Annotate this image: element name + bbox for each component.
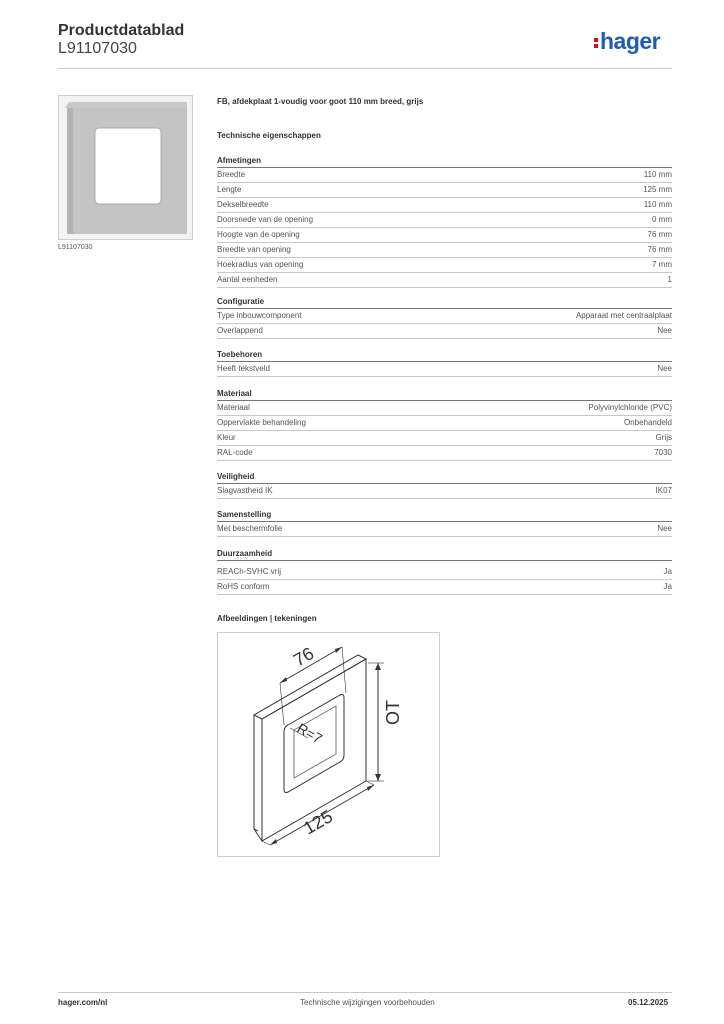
image-caption: L91107030 bbox=[58, 244, 93, 251]
row-label: Dekselbreedte bbox=[217, 200, 269, 209]
table-row bbox=[217, 565, 672, 580]
footer-disclaimer: Technische wijzigingen voorbehouden bbox=[300, 998, 435, 1007]
section-title: Samenstelling bbox=[217, 509, 672, 522]
row-value: Grijs bbox=[655, 433, 672, 442]
table-row bbox=[217, 580, 672, 595]
row-label: Breedte van opening bbox=[217, 245, 291, 254]
row-value: 110 mm bbox=[643, 170, 672, 179]
footer-divider bbox=[58, 992, 672, 993]
table-row bbox=[217, 484, 672, 499]
page-title: Productdatablad bbox=[58, 22, 185, 39]
row-label: Heeft tekstveld bbox=[217, 364, 270, 373]
row-value: Nee bbox=[657, 364, 672, 373]
table-row bbox=[217, 324, 672, 339]
dim-radius-label: R=7 bbox=[294, 719, 326, 747]
row-label: REACh-SVHC vrij bbox=[217, 567, 282, 576]
section-title: Afmetingen bbox=[217, 155, 672, 168]
section-title: Veiligheid bbox=[217, 471, 672, 484]
row-value: 0 mm bbox=[652, 215, 672, 224]
product-image bbox=[58, 95, 193, 240]
row-label: Met beschermfolie bbox=[217, 524, 283, 533]
row-label: Hoekradius van opening bbox=[217, 260, 304, 269]
table-row bbox=[217, 431, 672, 446]
section-title: Duurzaamheid bbox=[217, 548, 672, 561]
section-title: Configuratie bbox=[217, 296, 672, 309]
product-code: L91107030 bbox=[58, 40, 137, 57]
row-value: Ja bbox=[663, 567, 672, 576]
row-value: Onbehandeld bbox=[623, 418, 672, 427]
product-description: FB, afdekplaat 1-voudig voor goot 110 mm breed, grijs bbox=[217, 97, 424, 106]
table-row bbox=[217, 198, 672, 213]
section-material bbox=[217, 388, 672, 461]
table-row bbox=[217, 243, 672, 258]
row-value: Nee bbox=[657, 524, 672, 533]
dim-width-label: 76 bbox=[290, 643, 318, 671]
table-row bbox=[217, 168, 672, 183]
hager-logo: hager bbox=[594, 28, 660, 55]
footer-website-link[interactable]: hager.com/nl bbox=[58, 998, 108, 1007]
footer-date: 05.12.2025 bbox=[628, 998, 669, 1007]
table-row bbox=[217, 362, 672, 377]
cover-plate-illustration bbox=[59, 96, 192, 239]
row-value: Apparaat met centraalplaat bbox=[575, 311, 672, 320]
section-dimensions bbox=[217, 155, 672, 288]
row-label: Breedte bbox=[217, 170, 246, 179]
table-row bbox=[217, 416, 672, 431]
row-label: Hoogte van de opening bbox=[217, 230, 300, 239]
section-safety bbox=[217, 471, 672, 499]
section-composition bbox=[217, 509, 672, 537]
table-row bbox=[217, 213, 672, 228]
row-value: 76 mm bbox=[647, 230, 672, 239]
row-label: Overlappend bbox=[217, 326, 263, 335]
dim-height-label: OT bbox=[383, 700, 403, 725]
row-label: Materiaal bbox=[217, 403, 250, 412]
section-configuration bbox=[217, 296, 672, 339]
section-title: Toebehoren bbox=[217, 349, 672, 362]
row-label: Lengte bbox=[217, 185, 242, 194]
section-sustainability bbox=[217, 548, 672, 595]
logo-dots-icon bbox=[594, 36, 598, 50]
dimension-drawing bbox=[218, 633, 439, 856]
table-row bbox=[217, 446, 672, 461]
row-value: Polyvinylchloride (PVC) bbox=[588, 403, 672, 412]
table-row bbox=[217, 183, 672, 198]
row-value: 7030 bbox=[654, 448, 672, 457]
section-accessories bbox=[217, 349, 672, 377]
dim-length-label: 125 bbox=[300, 806, 337, 839]
technical-drawing bbox=[217, 632, 440, 857]
header-divider bbox=[58, 68, 672, 69]
row-value: IK07 bbox=[655, 486, 672, 495]
row-label: RoHS conform bbox=[217, 582, 270, 591]
row-value: 7 mm bbox=[652, 260, 672, 269]
section-title: Materiaal bbox=[217, 388, 672, 401]
drawings-title: Afbeeldingen | tekeningen bbox=[217, 614, 317, 623]
row-label: Aantal eenheden bbox=[217, 275, 278, 284]
table-row bbox=[217, 522, 672, 537]
row-label: Slagvastheid IK bbox=[217, 486, 273, 495]
row-label: Type inbouwcomponent bbox=[217, 311, 302, 320]
table-row bbox=[217, 258, 672, 273]
row-label: Doorsnede van de opening bbox=[217, 215, 314, 224]
row-value: 76 mm bbox=[647, 245, 672, 254]
technical-properties-title: Technische eigenschappen bbox=[217, 131, 321, 140]
row-label: Oppervlakte behandeling bbox=[217, 418, 306, 427]
row-label: RAL-code bbox=[217, 448, 253, 457]
row-value: Nee bbox=[657, 326, 672, 335]
row-value: 1 bbox=[667, 275, 672, 284]
table-row bbox=[217, 401, 672, 416]
row-value: 110 mm bbox=[643, 200, 672, 209]
table-row bbox=[217, 228, 672, 243]
row-label: Kleur bbox=[217, 433, 236, 442]
table-row bbox=[217, 273, 672, 288]
row-value: 125 mm bbox=[643, 185, 672, 194]
table-row bbox=[217, 309, 672, 324]
row-value: Ja bbox=[663, 582, 672, 591]
